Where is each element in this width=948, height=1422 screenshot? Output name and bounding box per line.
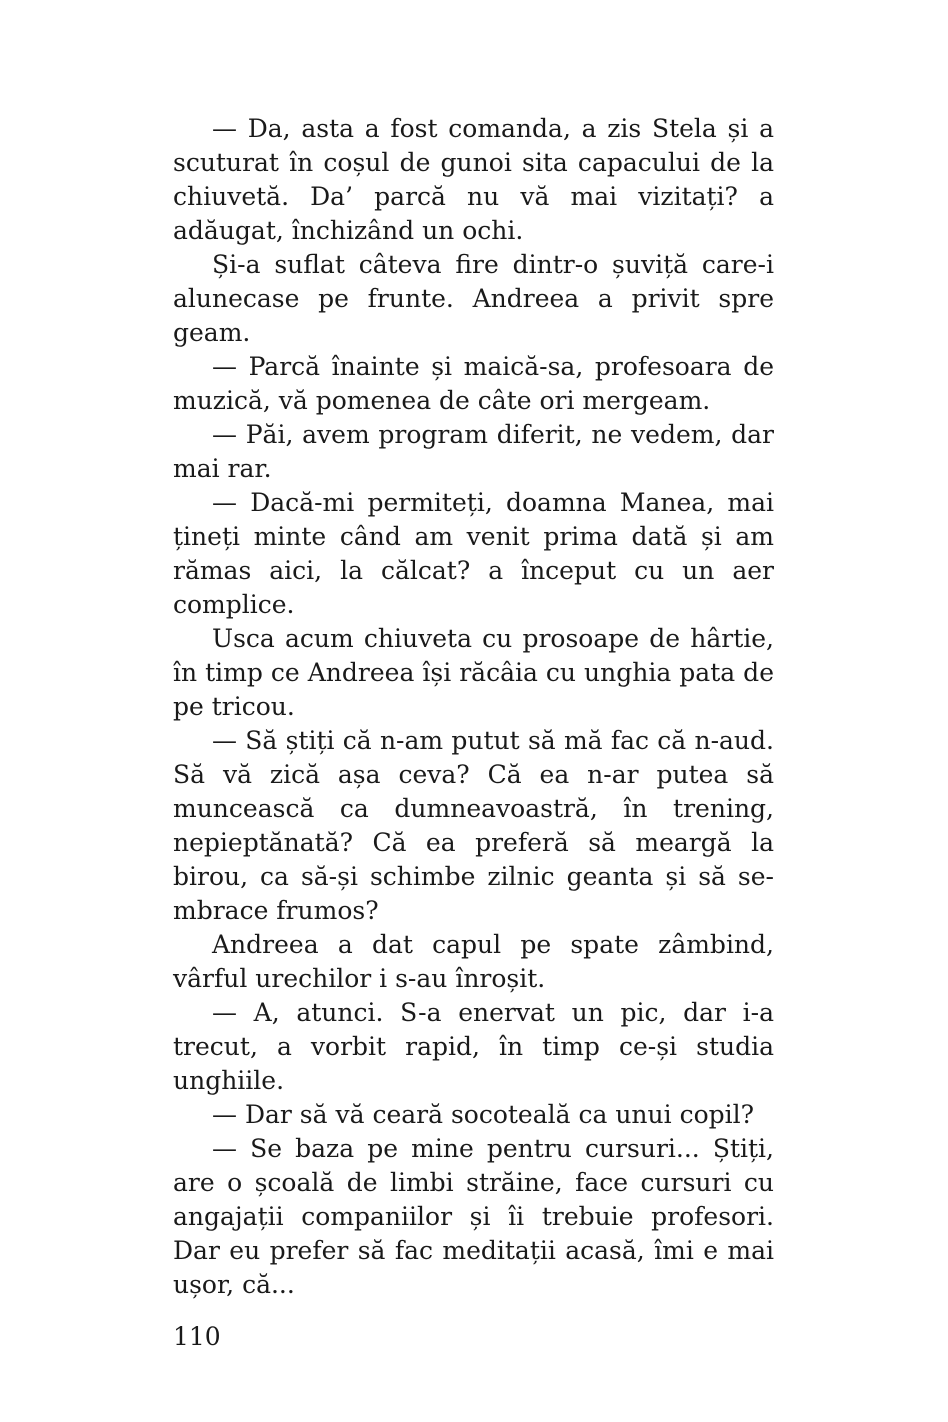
paragraph: Și-a suflat câteva fire dintr-o șuviță care-i alunecase pe frunte. Andreea a privit spre geam. bbox=[173, 250, 774, 347]
paragraph: — Păi, avem program diferit, ne vedem, dar mai rar. bbox=[173, 420, 774, 483]
page-number: 110 bbox=[173, 1322, 221, 1351]
page-text bbox=[173, 112, 774, 1302]
paragraph: — Dar să vă ceară socoteală ca unui copil? bbox=[212, 1100, 755, 1129]
paragraph: — Parcă înainte și maică-sa, profesoara de muzică, vă pomenea de câte ori mergeam. bbox=[173, 352, 774, 415]
paragraph: — Se baza pe mine pentru cursuri... Știți, are o școală de limbi străine, face cursuri cu angajații companiilor și îi trebuie profesori. Dar eu prefer să fac meditații acasă, îmi e mai ușor, că... bbox=[173, 1134, 774, 1299]
paragraph: — A, atunci. S-a enervat un pic, dar i-a trecut, a vorbit rapid, în timp ce-și studia unghiile. bbox=[173, 998, 774, 1095]
paragraph: Usca acum chiuveta cu prosoape de hârtie, în timp ce Andreea își răcâia cu unghia pata de pe tricou. bbox=[173, 624, 774, 721]
paragraph: Andreea a dat capul pe spate zâmbind, vârful urechilor i s-au înroșit. bbox=[173, 930, 774, 993]
paragraph: — Să știți că n-am putut să mă fac că n-aud. Să vă zică așa ceva? Că ea n-ar putea să muncească ca dumneavoastră, în trening, nepieptănată? Că ea preferă să meargă la birou, ca să-și schimbe zilnic geanta și să se-mbrace frumos? bbox=[173, 726, 774, 925]
paragraph: — Da, asta a fost comanda, a zis Stela și a scuturat în coșul de gunoi sita capacului de la chiuvetă. Da’ parcă nu vă mai vizitați? a adăugat, închizând un ochi. bbox=[173, 114, 774, 245]
paragraph: — Dacă-mi permiteți, doamna Manea, mai țineți minte când am venit prima dată și am rămas aici, la călcat? a început cu un aer complice. bbox=[173, 488, 774, 619]
